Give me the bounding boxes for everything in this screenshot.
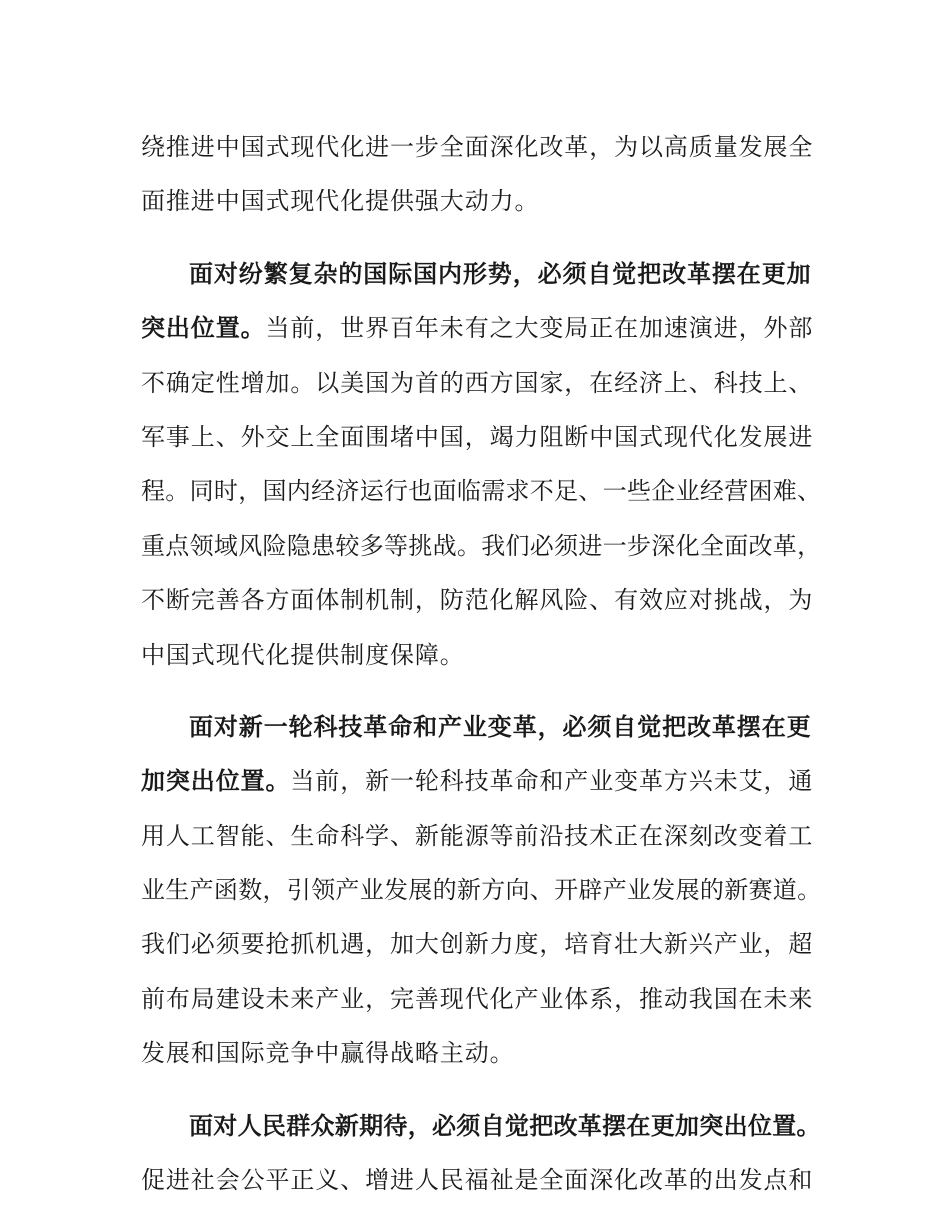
paragraph-lead [141, 700, 821, 754]
paragraph-3 [141, 700, 821, 1081]
text-line: 程。同时，国内经济运行也面临需求不足、一些企业经营困难、 [141, 477, 822, 506]
text-line: 绕推进中国式现代化进一步全面深化改革，为以高质量发展全 [141, 133, 814, 161]
body-text: 当前，新一轮科技革命和产业变革方兴未艾，通 [290, 767, 814, 796]
text-line: 前布局建设未来产业，完善现代化产业体系，推动我国在未来 [141, 984, 814, 1013]
text-line: 中国式现代化提供制度保障。 [141, 640, 465, 669]
text-line: 发展和国际竞争中赢得战略主动。 [141, 1039, 515, 1068]
text-line [141, 754, 821, 808]
paragraph-lead [141, 247, 821, 301]
text-line: 军事上、外交上全面围堵中国，竭力阻断中国式现代化发展进 [141, 422, 814, 451]
text-line [141, 301, 821, 355]
text-line: 用人工智能、生命科学、新能源等前沿技术正在深刻改变着工 [141, 821, 814, 850]
paragraph-2 [141, 247, 821, 682]
body-text: 当前，世界百年未有之大变局正在加速演进，外部 [265, 314, 814, 343]
text-line: 面推进中国式现代化提供强大动力。 [141, 187, 540, 216]
lead-sentence: 面对新一轮科技革命和产业变革，必须自觉把改革摆在更 [189, 712, 812, 741]
paragraph-1 [141, 120, 821, 229]
paragraph-4 [141, 1099, 821, 1208]
paragraph-lead [141, 1099, 821, 1153]
text-line: 促进社会公平正义、增进人民福祉是全面深化改革的出发点和 [141, 1166, 814, 1195]
text-line: 不断完善各方面体制机制，防范化解风险、有效应对挑战，为 [141, 586, 814, 615]
lead-sentence-tail: 突出位置。 [141, 314, 266, 343]
text-line: 我们必须要抢抓机遇，加大创新力度，培育壮大新兴产业，超 [141, 930, 814, 959]
lead-sentence: 面对人民群众新期待，必须自觉把改革摆在更加突出位置。 [189, 1111, 821, 1140]
lead-sentence-tail: 加突出位置。 [141, 767, 291, 796]
text-line: 重点领域风险隐患较多等挑战。我们必须进一步深化全面改革， [141, 531, 822, 560]
document-page [141, 120, 821, 1207]
lead-sentence: 面对纷繁复杂的国际国内形势，必须自觉把改革摆在更加 [189, 259, 812, 288]
text-line: 不确定性增加。以美国为首的西方国家，在经济上、科技上、 [141, 368, 814, 397]
text-line: 业生产函数，引领产业发展的新方向、开辟产业发展的新赛道。 [141, 876, 822, 905]
